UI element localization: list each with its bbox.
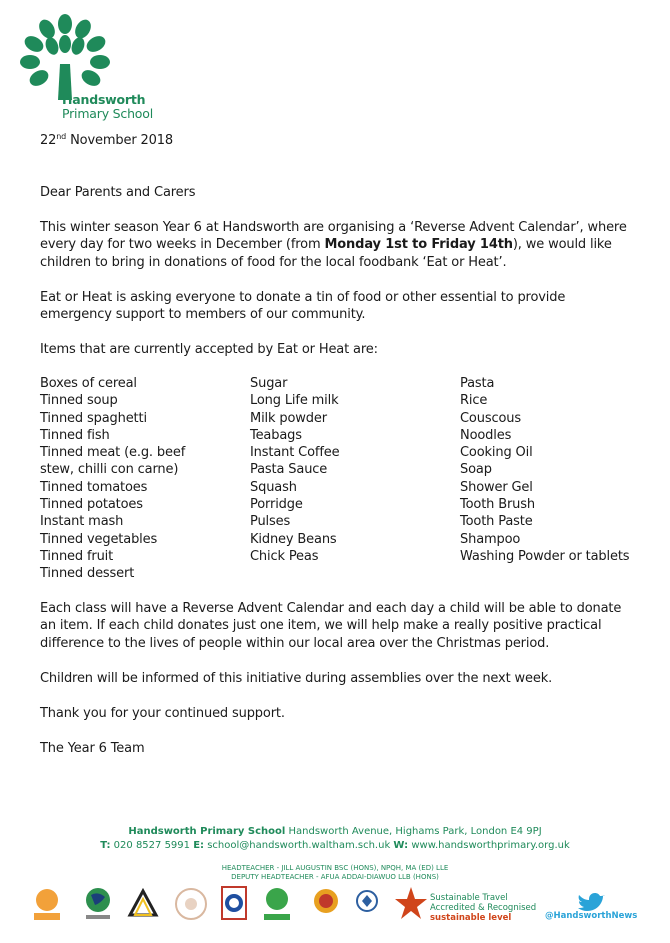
list-item: Long Life milk [250,393,339,409]
list-item: Tinned potatoes [40,497,143,513]
quality-mark-badge-icon [221,885,247,923]
footer-deputy: DEPUTY HEADTEACHER - AFUA ADDAI-DIAWUO LLB (HONS) [231,873,439,881]
school-name-line1: Handsworth [62,92,146,107]
list-item: Shower Gel [460,479,533,495]
list-item: Tinned meat (e.g. beef [40,445,186,461]
items-column-1 [40,375,240,583]
list-item: Kidney Beans [250,531,337,547]
list-item: Soap [460,462,492,478]
salutation: Dear Parents and Carers [40,185,196,200]
list-item: Tooth Brush [460,497,535,513]
list-item: Milk powder [250,410,327,426]
date-rest: November 2018 [66,133,173,148]
list-item: Tinned soup [40,393,118,409]
footer-school-name: Handsworth Primary School [128,826,286,837]
list-item: Pulses [250,514,291,530]
list-item: Tinned dessert [40,566,135,582]
eco-schools-badge-icon [260,885,294,923]
list-item: Instant Coffee [250,445,340,461]
twitter-bird-icon [577,892,607,912]
sustainable-line3: sustainable level [430,913,512,923]
list-item: stew, chilli con carne) [40,462,179,478]
list-item: Shampoo [460,531,521,547]
list-item: Washing Powder or tablets [460,548,630,564]
footer-phone: 020 8527 5991 [110,840,194,851]
list-item: Tooth Paste [460,514,533,530]
list-item: Sugar [250,376,288,391]
list-item: Noodles [460,427,512,443]
school-name-line2: Primary School [62,106,153,121]
signoff: The Year 6 Team [40,741,145,756]
date-day: 22 [40,133,57,148]
list-item: Tinned spaghetti [40,410,147,426]
intro-paragraph [40,219,640,271]
gold-badge-icon [311,885,341,923]
footer-address [0,826,670,837]
list-item: Boxes of cereal [40,376,137,391]
items-column-2 [250,375,450,565]
class-calendar-paragraph: Each class will have a Reverse Advent Calendar and each day a child will be able to donate an item. If each child donates just one item, we will help make a really positive practical difference to the lives of people within our local area over the Christmas period. [40,601,622,651]
footer-email[interactable]: school@handsworth.waltham.sch.uk [204,840,394,851]
list-item: Instant mash [40,514,124,530]
assemblies-paragraph: Children will be informed of this initiative during assemblies over the next week. [40,671,553,686]
intro-text-a: This winter season Year 6 at Handsworth are organising a ‘Reverse Advent Calendar’, where every day for two weeks in December (from [40,220,627,253]
items-intro: Items that are currently accepted by Eat or Heat are: [40,342,378,357]
list-item: Porridge [250,497,303,513]
thank-you-paragraph: Thank you for your continued support. [40,706,285,721]
footer-website[interactable]: www.handsworthprimary.org.uk [408,840,570,851]
sustainable-line1: Sustainable Travel [430,893,508,903]
intro-dates-bold: Monday 1st to Friday 14th [324,237,513,253]
list-item: Pasta [460,376,495,391]
footer-contact [0,840,670,851]
eat-or-heat-paragraph: Eat or Heat is asking everyone to donate a tin of food or other essential to provide emergency support to members of our community. [40,290,566,323]
school-name [62,93,153,121]
email-label: E: [193,840,205,851]
crest-badge-icon [353,885,381,923]
intro-text-b: ), we would like children to bring in donations of food for the local foodbank ‘Eat or Heat’. [40,237,612,270]
list-item: Tinned tomatoes [40,479,148,495]
sustainable-travel-badge [430,893,536,923]
list-item: Pasta Sauce [250,462,328,478]
web-label: W: [393,840,409,851]
list-item: Rice [460,393,488,409]
list-item: Tinned vegetables [40,531,158,547]
star-badge-icon [393,885,429,923]
list-item: Squash [250,479,297,495]
date-suffix: nd [56,132,67,141]
globe-badge-icon [83,885,113,923]
items-column-3 [460,375,660,565]
letter-date [40,132,173,149]
arts-council-badge-icon [173,885,209,923]
triangle-badge-icon [126,885,160,923]
list-item: Cooking Oil [460,445,533,461]
footer-headteacher: HEADTEACHER - JILL AUGUSTIN BSC (HONS), NPQH, MA (ED) LLE [221,864,449,872]
sapere-badge-icon [28,885,66,923]
twitter-handle[interactable]: @HandsworthNews [545,911,638,921]
list-item: Teabags [250,427,302,443]
list-item: Tinned fruit [40,548,114,564]
phone-label: T: [100,840,111,851]
list-item: Couscous [460,410,521,426]
list-item: Chick Peas [250,548,319,564]
sustainable-line2: Accredited & Recognised [430,903,537,913]
list-item: Tinned fish [40,427,110,443]
footer-address-text: Handsworth Avenue, Highams Park, London E4 9PJ [285,826,542,837]
